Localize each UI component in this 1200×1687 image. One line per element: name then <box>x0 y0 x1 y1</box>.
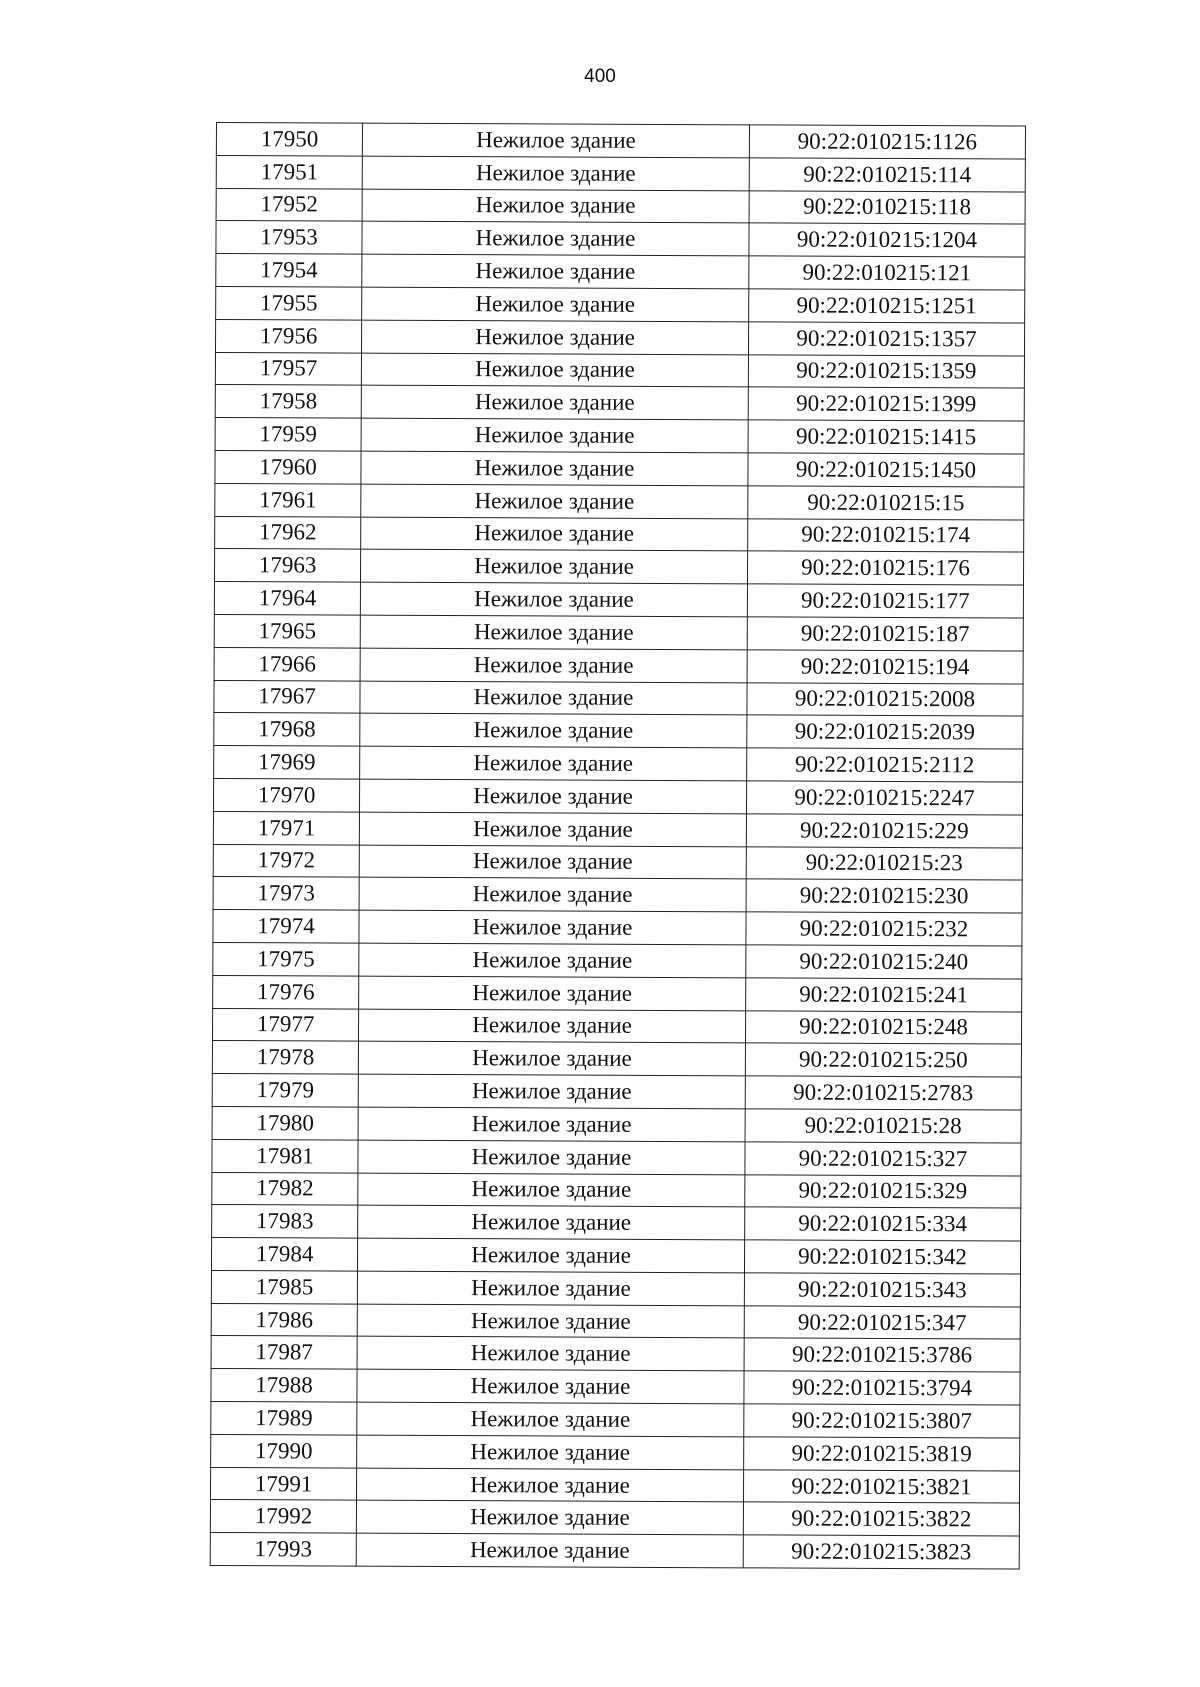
page-number: 400 <box>584 66 616 87</box>
cadastral-number-cell: 90:22:010215:176 <box>747 551 1023 585</box>
object-type-cell: Нежилое здание <box>358 1140 745 1174</box>
cadastral-number-cell: 90:22:010215:3822 <box>743 1502 1019 1536</box>
row-number-cell: 17962 <box>215 516 361 549</box>
table-row <box>213 877 1022 913</box>
row-number-cell: 17951 <box>216 155 362 188</box>
cadastral-number-cell: 90:22:010215:114 <box>749 158 1025 192</box>
row-number-cell: 17979 <box>212 1074 358 1107</box>
object-type-cell: Нежилое здание <box>360 648 747 682</box>
table-row <box>213 910 1022 946</box>
row-number-cell: 17971 <box>213 811 359 844</box>
table-row <box>211 1336 1020 1372</box>
row-number-cell: 17989 <box>211 1402 357 1435</box>
table-row <box>214 680 1023 716</box>
object-type-cell: Нежилое здание <box>358 1041 745 1075</box>
object-type-cell: Нежилое здание <box>358 1173 745 1207</box>
object-type-cell: Нежилое здание <box>357 1271 744 1305</box>
table-row <box>216 123 1025 159</box>
row-number-cell: 17969 <box>214 746 360 779</box>
object-type-cell: Нежилое здание <box>362 287 749 321</box>
table-row <box>214 582 1023 618</box>
cadastral-number-cell: 90:22:010215:1126 <box>749 125 1025 159</box>
table-row <box>216 286 1025 322</box>
registry-table <box>210 122 1026 1570</box>
cadastral-number-cell: 90:22:010215:1251 <box>749 289 1025 323</box>
table-row <box>213 975 1022 1011</box>
registry-table-body <box>210 123 1025 1570</box>
object-type-cell: Нежилое здание <box>357 1468 744 1502</box>
table-row <box>213 942 1022 978</box>
row-number-cell: 17976 <box>213 975 359 1008</box>
cadastral-number-cell: 90:22:010215:3821 <box>743 1469 1019 1503</box>
table-row <box>210 1533 1019 1569</box>
row-number-cell: 17974 <box>213 910 359 943</box>
cadastral-number-cell: 90:22:010215:2783 <box>745 1076 1021 1110</box>
row-number-cell: 17988 <box>211 1369 357 1402</box>
table-row <box>212 1172 1021 1208</box>
cadastral-number-cell: 90:22:010215:28 <box>745 1109 1021 1143</box>
table-row <box>214 614 1023 650</box>
row-number-cell: 17950 <box>216 123 362 156</box>
object-type-cell: Нежилое здание <box>361 549 748 583</box>
cadastral-number-cell: 90:22:010215:1450 <box>748 453 1024 487</box>
object-type-cell: Нежилое здание <box>362 222 749 256</box>
row-number-cell: 17984 <box>211 1238 357 1271</box>
table-row <box>213 844 1022 880</box>
object-type-cell: Нежилое здание <box>360 615 747 649</box>
table-row <box>215 450 1024 486</box>
row-number-cell: 17973 <box>213 877 359 910</box>
table-row <box>215 418 1024 454</box>
row-number-cell: 17966 <box>214 647 360 680</box>
row-number-cell: 17987 <box>211 1336 357 1369</box>
row-number-cell: 17965 <box>214 614 360 647</box>
row-number-cell: 17963 <box>214 549 360 582</box>
cadastral-number-cell: 90:22:010215:3786 <box>744 1338 1020 1372</box>
cadastral-number-cell: 90:22:010215:250 <box>745 1043 1021 1077</box>
row-number-cell: 17960 <box>215 450 361 483</box>
row-number-cell: 17972 <box>213 844 359 877</box>
cadastral-number-cell: 90:22:010215:1357 <box>748 322 1024 356</box>
table-row <box>211 1270 1020 1306</box>
table-row <box>213 778 1022 814</box>
cadastral-number-cell: 90:22:010215:3823 <box>743 1535 1019 1569</box>
object-type-cell: Нежилое здание <box>359 845 746 879</box>
object-type-cell: Нежилое здание <box>361 517 748 551</box>
object-type-cell: Нежилое здание <box>359 1009 746 1043</box>
object-type-cell: Нежилое здание <box>361 418 748 452</box>
object-type-cell: Нежилое здание <box>357 1304 744 1338</box>
object-type-cell: Нежилое здание <box>358 1074 745 1108</box>
cadastral-number-cell: 90:22:010215:187 <box>747 617 1023 651</box>
object-type-cell: Нежилое здание <box>361 484 748 518</box>
row-number-cell: 17980 <box>212 1106 358 1139</box>
object-type-cell: Нежилое здание <box>359 976 746 1010</box>
table-row <box>212 1205 1021 1241</box>
row-number-cell: 17975 <box>213 942 359 975</box>
table-row <box>212 1008 1021 1044</box>
table-row <box>215 385 1024 421</box>
object-type-cell: Нежилое здание <box>362 320 749 354</box>
row-number-cell: 17961 <box>215 483 361 516</box>
object-type-cell: Нежилое здание <box>359 877 746 911</box>
table-row <box>215 516 1024 552</box>
object-type-cell: Нежилое здание <box>361 353 748 387</box>
row-number-cell: 17959 <box>215 418 361 451</box>
object-type-cell: Нежилое здание <box>358 1107 745 1141</box>
object-type-cell: Нежилое здание <box>356 1501 743 1535</box>
cadastral-number-cell: 90:22:010215:121 <box>749 256 1025 290</box>
object-type-cell: Нежилое здание <box>360 582 747 616</box>
object-type-cell: Нежилое здание <box>360 681 747 715</box>
row-number-cell: 17964 <box>214 582 360 615</box>
row-number-cell: 17991 <box>210 1467 356 1500</box>
row-number-cell: 17982 <box>212 1172 358 1205</box>
object-type-cell: Нежилое здание <box>362 156 749 190</box>
object-type-cell: Нежилое здание <box>359 910 746 944</box>
row-number-cell: 17957 <box>215 352 361 385</box>
object-type-cell: Нежилое здание <box>359 943 746 977</box>
table-row <box>216 155 1025 191</box>
row-number-cell: 17993 <box>210 1533 356 1566</box>
table-row <box>210 1500 1019 1536</box>
cadastral-number-cell: 90:22:010215:3794 <box>744 1371 1020 1405</box>
table-row <box>214 647 1023 683</box>
table-row <box>215 483 1024 519</box>
cadastral-number-cell: 90:22:010215:230 <box>746 879 1022 913</box>
table-row <box>210 1467 1019 1503</box>
cadastral-number-cell: 90:22:010215:3819 <box>744 1437 1020 1471</box>
cadastral-number-cell: 90:22:010215:174 <box>748 518 1024 552</box>
cadastral-number-cell: 90:22:010215:329 <box>745 1174 1021 1208</box>
row-number-cell: 17953 <box>216 221 362 254</box>
cadastral-number-cell: 90:22:010215:194 <box>747 650 1023 684</box>
table-row <box>215 352 1024 388</box>
row-number-cell: 17981 <box>212 1139 358 1172</box>
table-row <box>214 549 1023 585</box>
table-row <box>216 254 1025 290</box>
object-type-cell: Нежилое здание <box>358 1238 745 1272</box>
cadastral-number-cell: 90:22:010215:1204 <box>749 223 1025 257</box>
table-row <box>212 1106 1021 1142</box>
cadastral-number-cell: 90:22:010215:118 <box>749 190 1025 224</box>
cadastral-number-cell: 90:22:010215:1399 <box>748 387 1024 421</box>
table-row <box>214 713 1023 749</box>
row-number-cell: 17952 <box>216 188 362 221</box>
cadastral-number-cell: 90:22:010215:2247 <box>746 781 1022 815</box>
row-number-cell: 17978 <box>212 1041 358 1074</box>
cadastral-number-cell: 90:22:010215:2112 <box>747 748 1023 782</box>
object-type-cell: Нежилое здание <box>357 1402 744 1436</box>
table-row <box>211 1434 1020 1470</box>
object-type-cell: Нежилое здание <box>358 1205 745 1239</box>
cadastral-number-cell: 90:22:010215:232 <box>746 912 1022 946</box>
table-row <box>211 1238 1020 1274</box>
object-type-cell: Нежилое здание <box>360 779 747 813</box>
row-number-cell: 17983 <box>212 1205 358 1238</box>
table-row <box>212 1041 1021 1077</box>
cadastral-number-cell: 90:22:010215:241 <box>746 978 1022 1012</box>
table-row <box>212 1139 1021 1175</box>
row-number-cell: 17954 <box>216 254 362 287</box>
cadastral-number-cell: 90:22:010215:327 <box>745 1142 1021 1176</box>
cadastral-number-cell: 90:22:010215:240 <box>746 945 1022 979</box>
row-number-cell: 17977 <box>212 1008 358 1041</box>
cadastral-number-cell: 90:22:010215:343 <box>744 1273 1020 1307</box>
row-number-cell: 17990 <box>211 1434 357 1467</box>
row-number-cell: 17956 <box>215 319 361 352</box>
cadastral-number-cell: 90:22:010215:334 <box>745 1207 1021 1241</box>
object-type-cell: Нежилое здание <box>360 713 747 747</box>
table-row <box>212 1074 1021 1110</box>
table-row <box>213 811 1022 847</box>
object-type-cell: Нежилое здание <box>356 1533 743 1567</box>
row-number-cell: 17967 <box>214 680 360 713</box>
cadastral-number-cell: 90:22:010215:342 <box>744 1240 1020 1274</box>
object-type-cell: Нежилое здание <box>360 746 747 780</box>
object-type-cell: Нежилое здание <box>357 1369 744 1403</box>
row-number-cell: 17968 <box>214 713 360 746</box>
cadastral-number-cell: 90:22:010215:3807 <box>744 1404 1020 1438</box>
row-number-cell: 17970 <box>213 778 359 811</box>
cadastral-number-cell: 90:22:010215:248 <box>745 1010 1021 1044</box>
table-row <box>216 221 1025 257</box>
cadastral-number-cell: 90:22:010215:229 <box>746 814 1022 848</box>
object-type-cell: Нежилое здание <box>362 123 749 157</box>
cadastral-number-cell: 90:22:010215:177 <box>747 584 1023 618</box>
cadastral-number-cell: 90:22:010215:1415 <box>748 420 1024 454</box>
object-type-cell: Нежилое здание <box>361 451 748 485</box>
table-row <box>215 319 1024 355</box>
row-number-cell: 17986 <box>211 1303 357 1336</box>
row-number-cell: 17955 <box>216 286 362 319</box>
cadastral-number-cell: 90:22:010215:347 <box>744 1306 1020 1340</box>
row-number-cell: 17985 <box>211 1270 357 1303</box>
cadastral-number-cell: 90:22:010215:2039 <box>747 715 1023 749</box>
object-type-cell: Нежилое здание <box>362 189 749 223</box>
object-type-cell: Нежилое здание <box>361 386 748 420</box>
row-number-cell: 17992 <box>210 1500 356 1533</box>
table-row <box>211 1369 1020 1405</box>
row-number-cell: 17958 <box>215 385 361 418</box>
cadastral-number-cell: 90:22:010215:1359 <box>748 354 1024 388</box>
table-row <box>214 746 1023 782</box>
object-type-cell: Нежилое здание <box>357 1435 744 1469</box>
object-type-cell: Нежилое здание <box>359 812 746 846</box>
table-row <box>216 188 1025 224</box>
cadastral-number-cell: 90:22:010215:23 <box>746 846 1022 880</box>
object-type-cell: Нежилое здание <box>362 254 749 288</box>
cadastral-number-cell: 90:22:010215:15 <box>748 486 1024 520</box>
table-row <box>211 1303 1020 1339</box>
table-row <box>211 1402 1020 1438</box>
object-type-cell: Нежилое здание <box>357 1337 744 1371</box>
cadastral-number-cell: 90:22:010215:2008 <box>747 682 1023 716</box>
